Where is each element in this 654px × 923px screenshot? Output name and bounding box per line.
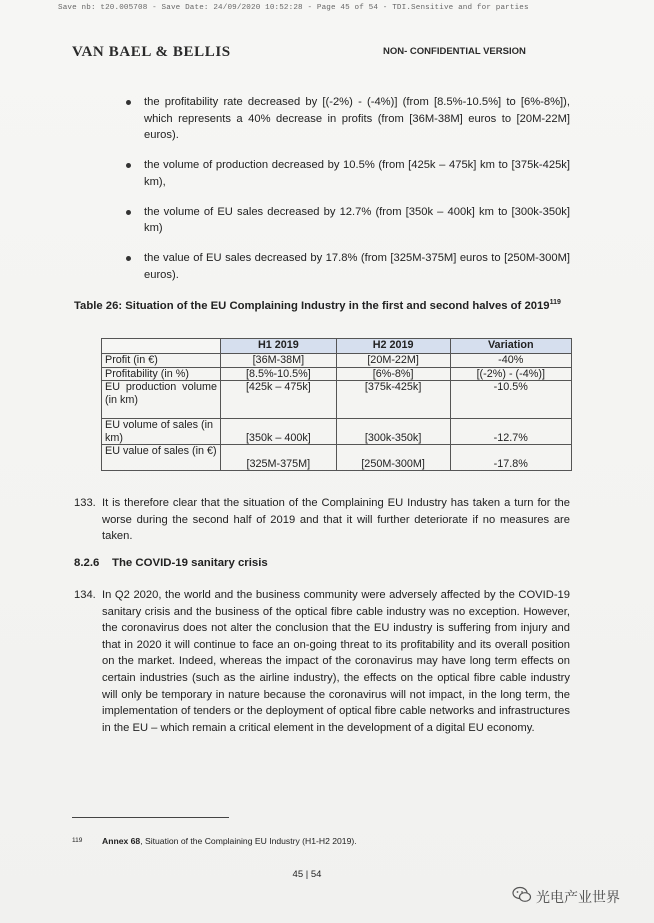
paragraph-133 [74, 495, 570, 545]
table-row [102, 419, 572, 445]
confidentiality-label: NON- CONFIDENTIAL VERSION [383, 46, 526, 57]
table-title-footnote-ref: 119 [549, 299, 561, 306]
firm-logo-text: VAN BAEL & BELLIS [72, 44, 231, 60]
paragraph-number: 134. [74, 589, 96, 601]
paragraph-text: It is therefore clear that the situation of the Complaining EU Industry has taken a turn for the worse during the second half of 2019 and that it will further deteriorate if no measures are taken. [102, 497, 570, 543]
paragraph-134 [74, 587, 570, 736]
cell-h2: [300k-350k] [336, 419, 450, 445]
bullet-item: the value of EU sales decreased by 17.8% (from [325M-375M] euros to [250M-300M] euros). [120, 250, 570, 283]
watermark [512, 886, 620, 907]
watermark-text: 光电产业世界 [536, 889, 620, 906]
table-header-row [102, 339, 572, 354]
cell-variation: -12.7% [450, 419, 571, 445]
table-row [102, 354, 572, 368]
cell-variation: -40% [450, 354, 571, 368]
section-heading [74, 557, 268, 569]
row-label: Profitability (in %) [102, 367, 221, 381]
bullet-item: the volume of production decreased by 10.5% (from [425k – 475k] km to [375k-425k] km), [120, 157, 570, 190]
cell-h2: [375k-425k] [336, 381, 450, 419]
footnote [72, 836, 357, 846]
row-label: EU value of sales (in €) [102, 445, 221, 471]
cell-variation: -10.5% [450, 381, 571, 419]
findings-bullet-list [120, 94, 570, 297]
row-label: EU production volume (in km) [102, 381, 221, 419]
cell-variation: [(-2%) - (-4%)] [450, 367, 571, 381]
table-row [102, 381, 572, 419]
header-h1: H1 2019 [221, 339, 337, 354]
table-row [102, 367, 572, 381]
footnote-number: 119 [72, 837, 83, 844]
page-number: 45 | 54 [292, 869, 322, 880]
table-title [74, 295, 570, 314]
footnote-annex: Annex 68 [102, 836, 141, 846]
cell-h1: [425k – 475k] [221, 381, 337, 419]
situation-table [101, 338, 572, 471]
cell-h1: [350k – 400k] [221, 419, 337, 445]
wechat-icon [512, 886, 536, 907]
paragraph-text: In Q2 2020, the world and the business community were adversely affected by the COVID-19 sanitary crisis and the business of the optical fibre cable industry was no exception. However, the coronavirus does not alter the conclusion that the EU industry is suffering from injury and that in 2020 it will continue to face an on-going threat to its profitability and its overall position on the market. Indeed, whereas the impact of the coronavirus may have long term effects on certain industries (such as the airline industry), the effects on the optical fibre cable industry will only be temporary in nature because the coronavirus will not impact, in the long term, the implementation of tenders or the deployment of optical fibre cable networks and infrastructures in the EU – which remain a critical element in the development of a digital EU economy. [102, 589, 570, 734]
cell-variation: -17.8% [450, 445, 571, 471]
footnote-text: , Situation of the Complaining EU Industry (H1-H2 2019). [140, 836, 357, 846]
bullet-item: the volume of EU sales decreased by 12.7% (from [350k – 400k] km to [300k-350k] km) [120, 204, 570, 237]
header-variation: Variation [450, 339, 571, 354]
table-title-text: Table 26: Situation of the EU Complaining Industry in the first and second halves of 2019 [74, 299, 550, 312]
bullet-item: the profitability rate decreased by [(-2%) - (-4%)] (from [8.5%-10.5%] to [6%-8%]), which represents a 40% decrease in profits (from [36M-38M] euros to [20M-22M] euros). [120, 94, 570, 144]
header-h2: H2 2019 [336, 339, 450, 354]
cell-h1: [325M-375M] [221, 445, 337, 471]
cell-h2: [20M-22M] [336, 354, 450, 368]
row-label: Profit (in €) [102, 354, 221, 368]
section-number: 8.2.6 [74, 557, 100, 569]
cell-h2: [6%-8%] [336, 367, 450, 381]
cell-h1: [36M-38M] [221, 354, 337, 368]
header-blank-cell [102, 339, 221, 354]
cell-h1: [8.5%-10.5%] [221, 367, 337, 381]
footnote-divider [72, 817, 229, 818]
paragraph-number: 133. [74, 497, 96, 509]
cell-h2: [250M-300M] [336, 445, 450, 471]
save-stamp: Save nb: t20.005708 - Save Date: 24/09/2020 10:52:28 - Page 45 of 54 - TDI.Sensitive and for parties [58, 4, 529, 12]
table-row [102, 445, 572, 471]
row-label: EU volume of sales (in km) [102, 419, 221, 445]
section-title: The COVID-19 sanitary crisis [112, 557, 268, 569]
